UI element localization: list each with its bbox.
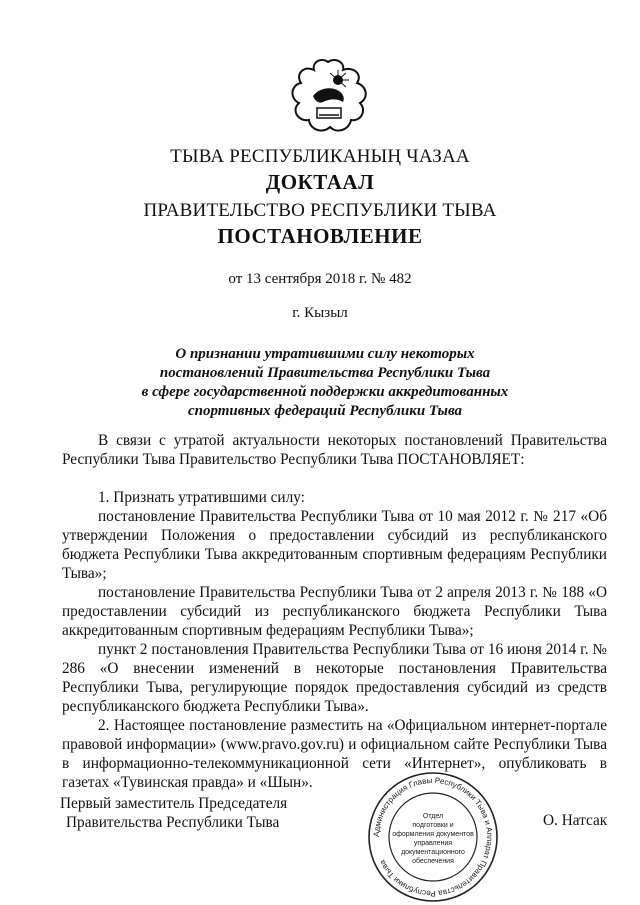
signatory-name: О. Натсак [543, 812, 608, 829]
preamble-paragraph: В связи с утратой актуальности некоторых постановлений Правительства Республики Тыва Правительство Республики Тыва ПОСТАНОВЛЯЕТ: [62, 432, 607, 468]
stamp-center-line: обеспечения [412, 858, 454, 865]
russian-government-name: ПРАВИТЕЛЬСТВО РЕСПУБЛИКИ ТЫВА [143, 200, 497, 221]
title-line: О признании утратившими силу некоторых [175, 346, 475, 362]
document-title [60, 345, 590, 421]
tuvan-document-type: ДОКТААЛ [265, 170, 375, 194]
stamp-center-line: оформления документов [392, 831, 474, 838]
document-city: г. Кызыл [292, 305, 348, 321]
title-line: спортивных федераций Республики Тыва [187, 403, 463, 419]
stamp-center-line: Отдел [422, 813, 444, 820]
item1-heading: 1. Признать утратившими силу: [98, 489, 305, 506]
position-line: Правительства Республики Тыва [66, 814, 280, 831]
title-line: постановлений Правительства Республики Тыва [159, 365, 491, 381]
stamp-center-line: подготовки и [412, 822, 454, 829]
official-stamp [366, 770, 500, 904]
body-preamble [62, 431, 607, 469]
stamp-center-line: документационного [401, 849, 465, 856]
russian-document-type: ПОСТАНОВЛЕНИЕ [217, 224, 423, 248]
position-line: Первый заместитель Председателя [60, 795, 288, 812]
title-line: в сфере государственной поддержки аккредитованных [141, 384, 509, 400]
item1-paragraph-a: постановление Правительства Республики Тыва от 10 мая 2012 г. № 217 «Об утверждении Положения о предоставлении субсидий из республиканского бюджета Республики Тыва аккредитованным спортивным федерациям Республики Тыва»; [62, 508, 607, 582]
item2-paragraph: 2. Настоящее постановление разместить на «Официальном интернет-портале правовой информации» (www.pravo.gov.ru) и официальном сайте Республики Тыва в информационно-телекоммуникационной сети «Интернет», опубликовать в газетах «Тувинская правда» и «Шын». [62, 717, 607, 791]
stamp-center-line: управления [413, 840, 453, 847]
stamp-ring-text: Администрация Главы Республики Тыва и Аппарат Правительства Республики Тыва [371, 775, 495, 899]
body-items [62, 488, 607, 792]
tuvan-government-name: ТЫВА РЕСПУБЛИКАНЫҢ ЧАЗАА [170, 146, 470, 167]
coat-of-arms-emblem [283, 58, 373, 134]
document-date-number: от 13 сентября 2018 г. № 482 [228, 271, 412, 287]
item1-paragraph-b: постановление Правительства Республики Тыва от 2 апреля 2013 г. № 188 «О предоставлении субсидий из республиканского бюджета Республики Тыва аккредитованным спортивным федерациям Республики Тыва»; [62, 584, 607, 639]
signatory-position [60, 794, 287, 832]
item1-paragraph-c: пункт 2 постановления Правительства Республики Тыва от 16 июня 2014 г. № 286 «О внесении изменений в некоторые постановления Правительства Республики Тыва, регулирующие порядок предоставления субсидий из средств республиканского бюджета Республики Тыва». [62, 641, 607, 715]
